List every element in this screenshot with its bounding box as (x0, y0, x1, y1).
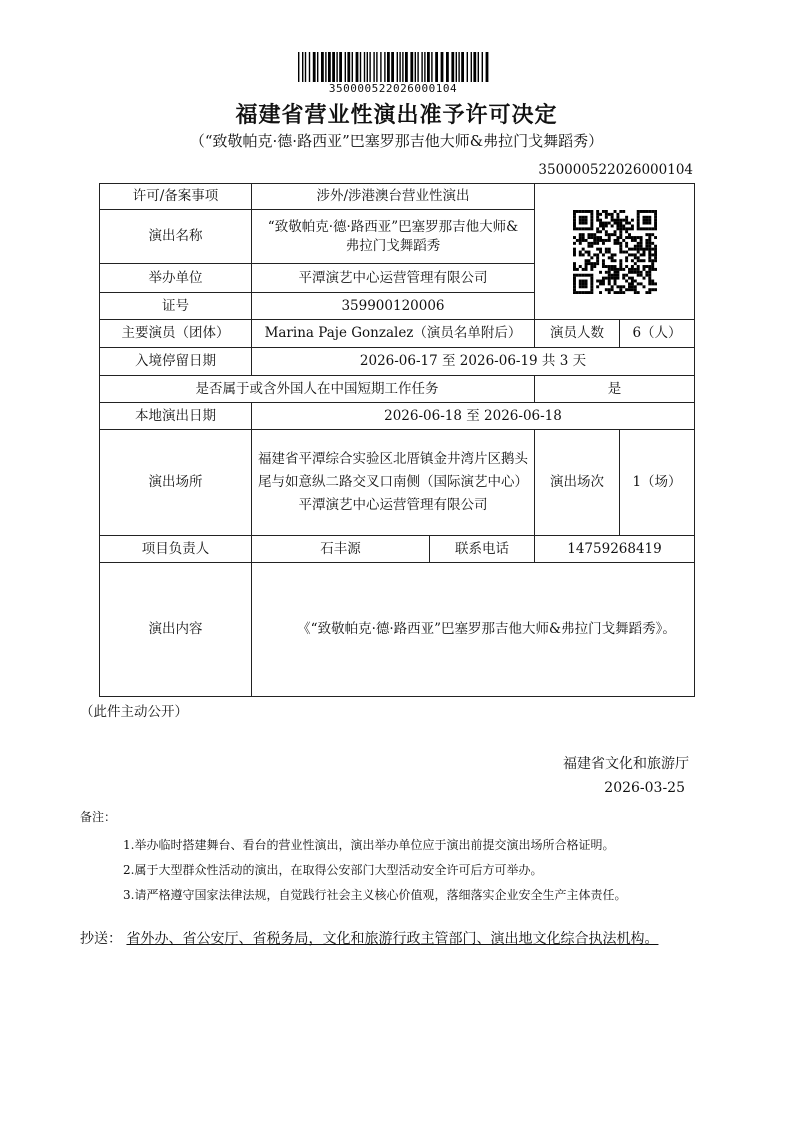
permit-table (99, 183, 695, 697)
cc-recipients: 省外办、省公安厅、省税务局，文化和旅游行政主管部门、演出地文化综合执法机构。 (126, 931, 659, 947)
document-title: 福建省营业性演出准予许可决定 (235, 102, 558, 128)
sessions-label: 演出场次 (535, 430, 620, 536)
foreign-work-label: 是否属于或含外国人在中国短期工作任务 (100, 376, 535, 403)
cc-line (80, 928, 720, 950)
barcode-number: 350000522026000104 (328, 82, 458, 95)
performer-label: 主要演员（团体） (100, 320, 252, 348)
stay-value: 2026-06-17 至 2026-06-19 共 3 天 (252, 348, 695, 376)
cc-label: 抄送： (80, 931, 122, 947)
barcode (296, 52, 490, 82)
local-date-label: 本地演出日期 (100, 403, 252, 430)
public-note: （此件主动公开） (80, 704, 188, 720)
license-value: 359900120006 (252, 293, 535, 320)
organizer-value: 平潭演艺中心运营管理有限公司 (252, 264, 535, 293)
manager-value: 石丰源 (252, 536, 430, 563)
content-label: 演出内容 (100, 563, 252, 697)
issue-date: 2026-03-25 (604, 780, 685, 796)
permit-type-label: 许可/备案事项 (100, 184, 252, 210)
venue-value: 福建省平潭综合实验区北厝镇金井湾片区鹅头尾与如意纵二路交叉口南侧（国际演艺中心）平潭演艺中心运营管理有限公司 (252, 430, 535, 536)
phone-label: 联系电话 (430, 536, 535, 563)
remark-item: 1.举办临时搭建舞台、看台的营业性演出，演出举办单位应于演出前提交演出场所合格证明。 (123, 838, 615, 852)
organizer-label: 举办单位 (100, 264, 252, 293)
remarks-label: 备注： (80, 810, 117, 824)
show-name-value: “致敬帕克·德·路西亚”巴塞罗那吉他大师&弗拉门戈舞蹈秀 (252, 210, 535, 264)
document-number: 350000522026000104 (538, 162, 693, 178)
local-date-value: 2026-06-18 至 2026-06-18 (252, 403, 695, 430)
phone-value: 14759268419 (535, 536, 695, 563)
manager-label: 项目负责人 (100, 536, 252, 563)
stay-label: 入境停留日期 (100, 348, 252, 376)
content-value: 《“致敬帕克·德·路西亚”巴塞罗那吉他大师&弗拉门戈舞蹈秀》。 (252, 563, 695, 697)
permit-type-value: 涉外/涉港澳台营业性演出 (252, 184, 535, 210)
show-name-label: 演出名称 (100, 210, 252, 264)
performer-count-value: 6（人） (620, 320, 695, 348)
performer-value: Marina Paje Gonzalez（演员名单附后） (252, 320, 535, 348)
document-subtitle: （“致敬帕克·德·路西亚”巴塞罗那吉他大师&弗拉门戈舞蹈秀） (189, 132, 604, 150)
remark-item: 3.请严格遵守国家法律法规，自觉践行社会主义核心价值观，落细落实企业安全生产主体责任。 (123, 888, 627, 902)
venue-label: 演出场所 (100, 430, 252, 536)
qr-code-icon (573, 210, 657, 294)
remark-item: 2.属于大型群众性活动的演出，在取得公安部门大型活动安全许可后方可举办。 (123, 863, 543, 877)
qr-code-cell (535, 184, 695, 320)
performer-count-label: 演员人数 (535, 320, 620, 348)
foreign-work-value: 是 (535, 376, 695, 403)
license-label: 证号 (100, 293, 252, 320)
issuer: 福建省文化和旅游厅 (563, 756, 689, 772)
sessions-value: 1（场） (620, 430, 695, 536)
